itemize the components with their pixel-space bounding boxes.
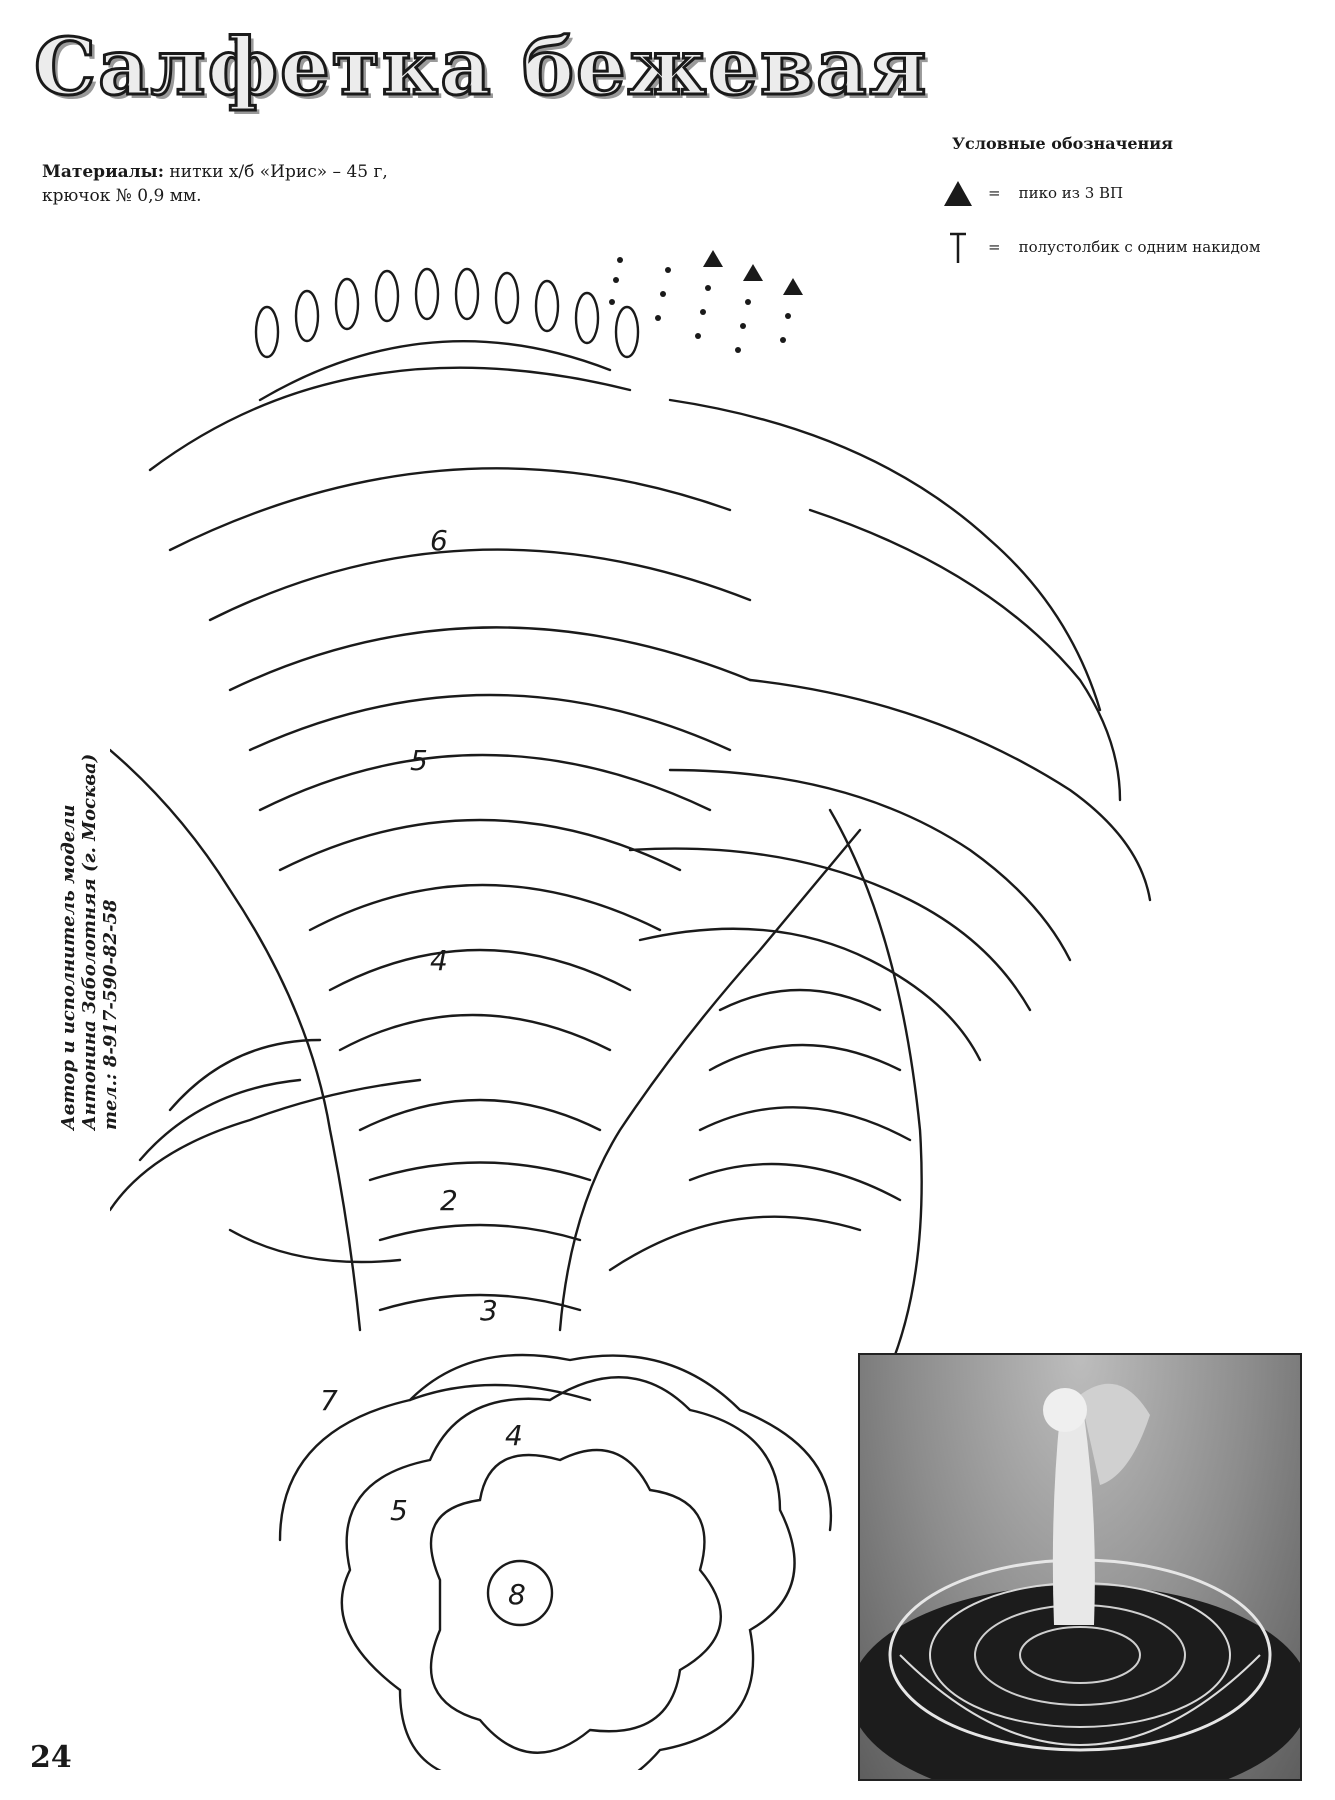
chart-right-fan-r3 bbox=[670, 770, 1070, 960]
chart-fan-bottom bbox=[610, 1217, 860, 1270]
chart-flower-outer bbox=[342, 1377, 795, 1770]
chart-left-wing-base bbox=[230, 1230, 400, 1262]
chart-label-ring: 3 bbox=[480, 1294, 498, 1327]
chart-right-fan-r4b bbox=[640, 929, 980, 1060]
chart-right-edge bbox=[830, 810, 922, 1390]
chart-row-6a bbox=[230, 627, 750, 690]
legend-item-picot bbox=[940, 176, 1123, 210]
legend-text: пико из 3 ВП bbox=[1018, 184, 1124, 202]
chart-left-wing-outer bbox=[110, 1080, 420, 1210]
chart-right-fan-r5 bbox=[750, 680, 1150, 900]
chart-label-ring: 5 bbox=[390, 1494, 408, 1527]
chart-row-5b bbox=[260, 755, 710, 810]
chart-fan-5c bbox=[700, 1107, 910, 1140]
chart-right-fan-top bbox=[670, 400, 1100, 710]
chart-fan-5b bbox=[710, 1045, 900, 1070]
chart-right-fan-r4 bbox=[630, 849, 1030, 1010]
materials-block bbox=[42, 160, 442, 208]
chart-right-fan-r6 bbox=[810, 510, 1120, 800]
chart-row-arc bbox=[260, 341, 610, 400]
chart-left-edge bbox=[110, 750, 360, 1330]
triangle-icon bbox=[940, 176, 976, 210]
chart-left-wing-mid bbox=[140, 1080, 300, 1160]
legend-eq: = bbox=[988, 184, 1001, 202]
chart-ring-7 bbox=[280, 1355, 831, 1540]
legend-title: Условные обозначения bbox=[952, 134, 1173, 153]
author-name: Антонина Заболотняя (г. Москва) bbox=[79, 753, 100, 1130]
materials-hook: крючок № 0,9 мм. bbox=[42, 186, 202, 206]
chart-row-3 bbox=[410, 1385, 590, 1400]
chart-label-ring: 7 bbox=[320, 1384, 338, 1417]
author-phone: тел.: 8-917-590-82-58 bbox=[100, 899, 121, 1130]
chart-label-ring: 4 bbox=[505, 1419, 523, 1452]
chart-divider-left bbox=[560, 830, 860, 1330]
page-number: 24 bbox=[30, 1740, 72, 1775]
chart-row-3-top bbox=[150, 368, 630, 470]
legend-text: полустолбик с одним накидом bbox=[1018, 238, 1261, 256]
chart-row-6b bbox=[210, 550, 750, 620]
chart-top-petals bbox=[256, 269, 638, 357]
materials-label: Материалы: bbox=[42, 162, 164, 182]
author-line: Автор и исполнитель модели bbox=[58, 804, 79, 1130]
doily-photo bbox=[858, 1353, 1302, 1781]
angel-doily-image bbox=[860, 1355, 1300, 1779]
chart-row-2c bbox=[370, 1163, 590, 1181]
chart-label-center: 8 bbox=[508, 1578, 526, 1611]
materials-yarn: нитки х/б «Ирис» – 45 г, bbox=[164, 162, 388, 182]
chart-fan-5a bbox=[720, 990, 880, 1010]
chart-label-ring: 4 bbox=[430, 944, 448, 977]
chart-row-4b bbox=[310, 885, 660, 930]
chart-row-5c bbox=[250, 695, 730, 750]
legend-eq: = bbox=[988, 238, 1001, 256]
chart-label-ring: 2 bbox=[440, 1184, 458, 1217]
chart-flower-petals bbox=[431, 1450, 721, 1753]
chart-row-3c bbox=[340, 1015, 610, 1050]
page-title: Салфетка бежевая bbox=[34, 22, 929, 113]
legend bbox=[940, 134, 1320, 256]
chart-row-2b bbox=[380, 1225, 580, 1240]
chart-label-ring: 6 bbox=[430, 524, 448, 557]
chart-row-6c bbox=[170, 468, 730, 550]
chart-row-5a bbox=[280, 820, 680, 870]
chart-fan-3 bbox=[690, 1164, 900, 1200]
chart-row-4 bbox=[330, 950, 630, 990]
chart-label-ring: 5 bbox=[410, 744, 428, 777]
chart-left-wing-inner bbox=[170, 1040, 320, 1110]
chart-row-3b bbox=[360, 1100, 600, 1130]
